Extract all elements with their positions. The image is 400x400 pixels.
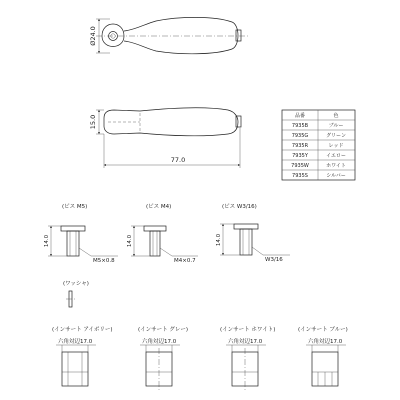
screw-thread-label: W3/16	[265, 257, 283, 263]
insert-gray	[138, 325, 188, 390]
color-table	[282, 110, 355, 180]
insert-blue	[298, 325, 348, 386]
table-cell: 7935G	[291, 133, 309, 139]
insert-dim-label: 六角対辺17.0	[58, 339, 93, 345]
table-cell: レッド	[328, 143, 344, 149]
screw-thread-label: M4×0.7	[174, 258, 196, 264]
table-cell: 7935Y	[292, 153, 308, 159]
table-header-part: 品番	[294, 113, 306, 119]
insert-dim-label: 六角対辺17.0	[142, 339, 177, 345]
insert-ivory	[52, 326, 113, 386]
table-cell: ホワイト	[326, 163, 346, 169]
screw-thread-label: M5×0.8	[93, 258, 115, 264]
screw-w3-16	[216, 203, 290, 263]
side-height-label: 15.0	[89, 114, 97, 130]
lever-side-view	[89, 108, 241, 168]
top-diameter-label: Ø24.0	[89, 26, 97, 46]
table-cell: シルバー	[326, 173, 346, 179]
insert-white	[220, 326, 275, 390]
screw-title: (ビス M4)	[146, 204, 172, 210]
washer-title: (ワッシャ)	[63, 281, 89, 287]
table-header-color: 色	[333, 113, 339, 119]
table-cell: 7935B	[291, 123, 309, 129]
table-cell: 7935R	[291, 143, 309, 149]
screw-height-label: 14.0	[216, 233, 222, 247]
table-cell: ブルー	[328, 123, 344, 129]
screw-title: (ビス M5)	[62, 204, 88, 210]
washer	[63, 280, 89, 307]
screw-m4	[127, 203, 198, 264]
table-cell: 7935W	[291, 163, 309, 169]
screw-height-label: 14.0	[127, 234, 133, 248]
screw-m5	[44, 203, 118, 264]
overall-length-label: 77.0	[170, 156, 186, 164]
screw-height-label: 14.0	[44, 234, 50, 248]
table-cell: イエロー	[326, 153, 346, 159]
insert-dim-label: 六角対辺17.0	[228, 339, 263, 345]
insert-dim-label: 六角対辺17.0	[308, 339, 343, 345]
screw-title: (ビス W3/16)	[222, 204, 257, 210]
table-cell: 7935S	[292, 173, 308, 179]
table-cell: グリーン	[326, 133, 346, 139]
insert-title: (インサート ブルー)	[298, 327, 348, 333]
insert-title: (インサート アイボリー)	[52, 327, 113, 333]
insert-title: (インサート ホワイト)	[220, 327, 276, 333]
lever-top-view	[89, 17, 248, 53]
insert-title: (インサート グレー)	[138, 327, 189, 333]
